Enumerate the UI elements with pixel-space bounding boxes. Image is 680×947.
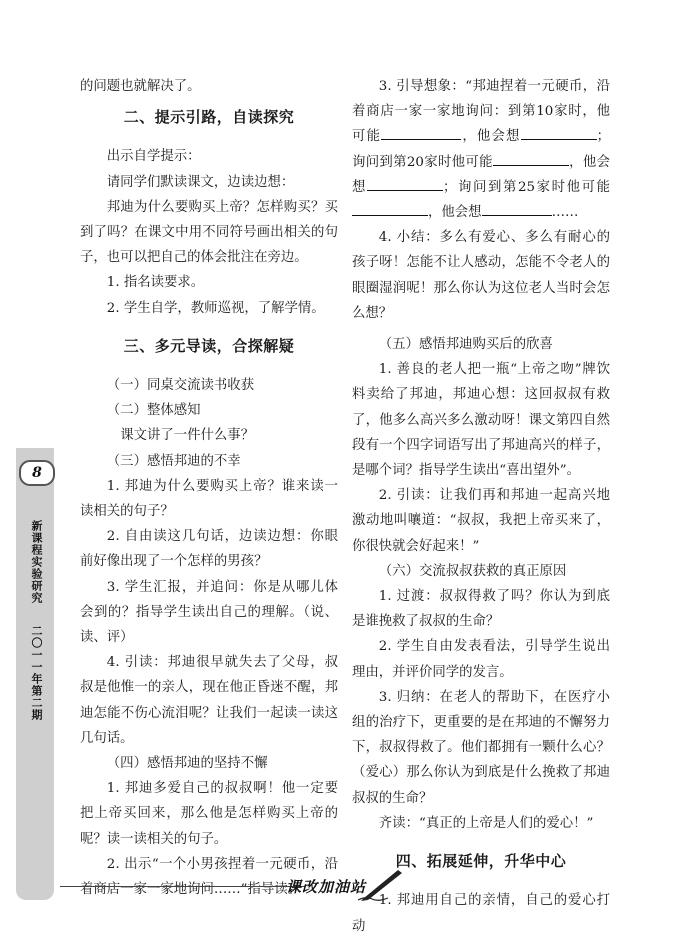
paragraph: 3. 引导想象：“邦迪捏着一元硬币，沿着商店一家一家地询问：到第10家时，他可能 ，他会想 ；询问到第20家时他可能 ，他会想 ；询问到第25家时他可能，他会想 …… — [352, 79, 611, 221]
paragraph: （三）感悟邦迪的不幸 — [106, 453, 241, 469]
paragraph: 邦迪为什么要购买上帝？怎样购买？买到了吗？在课文中用不同符号画出相关的句子，也可以把自己的体会批注在旁边。 — [80, 199, 338, 266]
fill-blank — [521, 125, 597, 140]
fill-blank — [493, 151, 569, 166]
paragraph: 请同学们默读课文，边读边想： — [106, 174, 295, 190]
paragraph: （二）整体感知 — [106, 403, 201, 419]
paragraph: 2. 自由读这几句话，边读边想：你眼前好像出现了一个怎样的男孩？ — [80, 529, 338, 570]
footer-rule — [60, 886, 306, 887]
paragraph: （四）感悟邦迪的坚持不懈 — [106, 756, 268, 772]
paragraph: 3. 学生汇报，并追问：你是从哪儿体会到的？指导学生读出自己的理解。（说、读、评） — [80, 579, 338, 646]
paragraph: 课文讲了一件什么事？ — [120, 428, 255, 444]
paragraph: 1. 过渡：叔叔得救了吗？你认为到底是谁挽救了叔叔的生命？ — [352, 589, 610, 630]
paragraph: （五）感悟邦迪购买后的欣喜 — [378, 337, 553, 353]
paragraph: 1. 善良的老人把一瓶“上帝之吻”牌饮料卖给了邦迪，邦迪心想：这回叔叔有救了，他多么高兴多么激动呀！课文第四自然段有一个四字词语写出了邦迪高兴的样子，是哪个词？指导学生读出“喜出望外”。 — [352, 362, 610, 479]
page-number: 8 — [19, 460, 55, 486]
paragraph: 1. 邦迪多爱自己的叔叔啊！他一定要把上帝买回来，那么他是怎样购买上帝的呢？读一读相关的句子。 — [80, 781, 338, 847]
paragraph: 齐读：“真正的上帝是人们的爱心！” — [378, 815, 594, 831]
paragraph: 4. 小结：多么有爱心、多么有耐心的孩子呀！怎能不让人感动，怎能不令老人的眼圈湿润呢！那么你认为这位老人当时会怎么想？ — [352, 230, 610, 321]
section-heading: 四、拓展延伸，升华中心 — [395, 852, 567, 871]
paragraph: 2. 学生自学，教师巡视，了解学情。 — [106, 300, 325, 316]
section-heading: 二、提示引路，自读探究 — [123, 108, 295, 127]
paragraph: 4. 引读：邦迪很早就失去了父母，叔叔是他惟一的亲人，现在他正昏迷不醒，邦迪怎能不伤心流泪呢？让我们一起读一读这几句话。 — [80, 655, 338, 746]
fill-blank — [381, 125, 461, 140]
section-heading: 三、多元导读，合探解疑 — [123, 336, 295, 355]
paragraph: 出示自学提示： — [106, 149, 201, 165]
left-column — [80, 74, 338, 902]
paragraph: 1. 指名读要求。 — [106, 275, 205, 291]
paragraph: 1. 邦迪为什么要购买上帝？谁来读一读相关的句子？ — [80, 478, 338, 520]
fill-blank — [482, 201, 552, 216]
paragraph: 1. 邦迪用自己的亲情，自己的爱心打动 — [352, 893, 610, 934]
footer-label: 课改加油站 — [286, 878, 367, 896]
right-column — [352, 74, 610, 939]
fill-blank — [367, 176, 443, 191]
paragraph: 3. 归纳：在老人的帮助下，在医疗小组的治疗下，更重要的是在邦迪的不懈努力下，叔叔得救了。他们都拥有一颗什么心？（爱心）那么你认为到底是什么挽救了邦迪叔叔的生命？ — [352, 689, 610, 806]
paragraph: （一）同桌交流读书收获 — [106, 378, 255, 394]
journal-title: 新课程实验研究 — [30, 520, 43, 604]
pen-icon — [358, 866, 408, 902]
paragraph: 的问题也就解决了。 — [80, 79, 201, 94]
paragraph: 2. 学生自由发表看法，引导学生说出理由，并评价同学的发言。 — [352, 639, 610, 680]
paragraph: （六）交流叔叔获救的真正原因 — [378, 563, 567, 579]
paragraph: 2. 引读：让我们再和邦迪一起高兴地激动地叫嚷道：“叔叔，我把上帝买来了，你很快就会好起来！” — [352, 488, 610, 554]
fill-blank — [352, 201, 428, 216]
journal-issue: 二〇一一年第二期 — [30, 625, 43, 721]
paragraph: 2. 出示“一个小男孩捏着一元硬币，沿着商店一家一家地询问……”指导读。 — [80, 856, 338, 898]
